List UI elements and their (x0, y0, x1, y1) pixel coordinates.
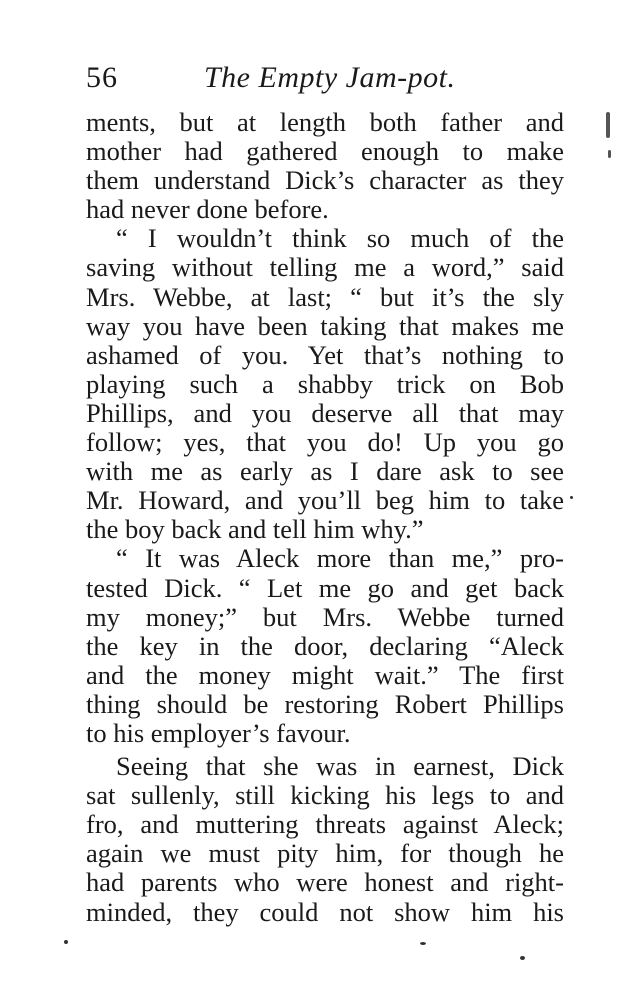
scan-speck (570, 496, 573, 499)
text-line: to his employer’s favour. (86, 717, 351, 748)
text-line: mother had gathered enough to make (86, 136, 564, 167)
text-line: had never done before. (86, 194, 329, 225)
text-line: thing should be restoring Robert Phillips (86, 688, 564, 719)
paragraph-4 (86, 752, 564, 927)
text-line: tested Dick. “ Let me go and get back (86, 572, 564, 603)
text-line: way you have been taking that makes me (86, 310, 564, 341)
text-line: the key in the door, declaring “Aleck (86, 630, 564, 661)
text-line: my money;” but Mrs. Webbe turned (86, 601, 564, 632)
text-line: ashamed of you. Yet that’s nothing to (86, 339, 564, 370)
text-line: with me as early as I dare ask to see (86, 456, 564, 487)
text-line: had parents who were honest and right- (86, 867, 564, 898)
text-line: “ It was Aleck more than me,” pro- (116, 543, 564, 574)
text-line: fro, and muttering threats against Aleck; (86, 809, 564, 840)
text-line: sat sullenly, still kicking his legs to and (86, 780, 564, 811)
text-line: saving without telling me a word,” said (86, 252, 564, 283)
scan-edge-mark (608, 150, 611, 158)
text-line: ments, but at length both father and (86, 107, 564, 137)
paragraph-1 (86, 108, 564, 224)
text-line: “ I wouldn’t think so much of the (116, 223, 564, 254)
text-line: again we must pity him, for though he (86, 838, 564, 869)
paragraph-3 (86, 544, 564, 748)
scan-speck (64, 940, 68, 944)
scan-speck (420, 942, 426, 945)
body-text (86, 108, 564, 927)
text-line: Mrs. Webbe, at last; “ but it’s the sly (86, 281, 564, 312)
text-line: follow; yes, that you do! Up you go (86, 427, 564, 458)
paragraph-2 (86, 224, 564, 544)
text-line: and the money might wait.” The first (86, 659, 564, 690)
text-line: minded, they could not show him his (86, 896, 564, 927)
text-line: them understand Dick’s character as they (86, 165, 564, 196)
text-line: playing such a shabby trick on Bob (86, 368, 564, 399)
page-number: 56 (86, 61, 118, 94)
page-header (86, 58, 566, 98)
scan-edge-mark (606, 112, 610, 138)
text-line: Phillips, and you deserve all that may (86, 397, 564, 428)
running-title: The Empty Jam-pot. (204, 61, 456, 94)
scan-speck (520, 956, 525, 960)
text-line: Mr. Howard, and you’ll beg him to take (86, 485, 564, 516)
text-line: the boy back and tell him why.” (86, 514, 424, 545)
text-line: Seeing that she was in earnest, Dick (116, 751, 564, 782)
